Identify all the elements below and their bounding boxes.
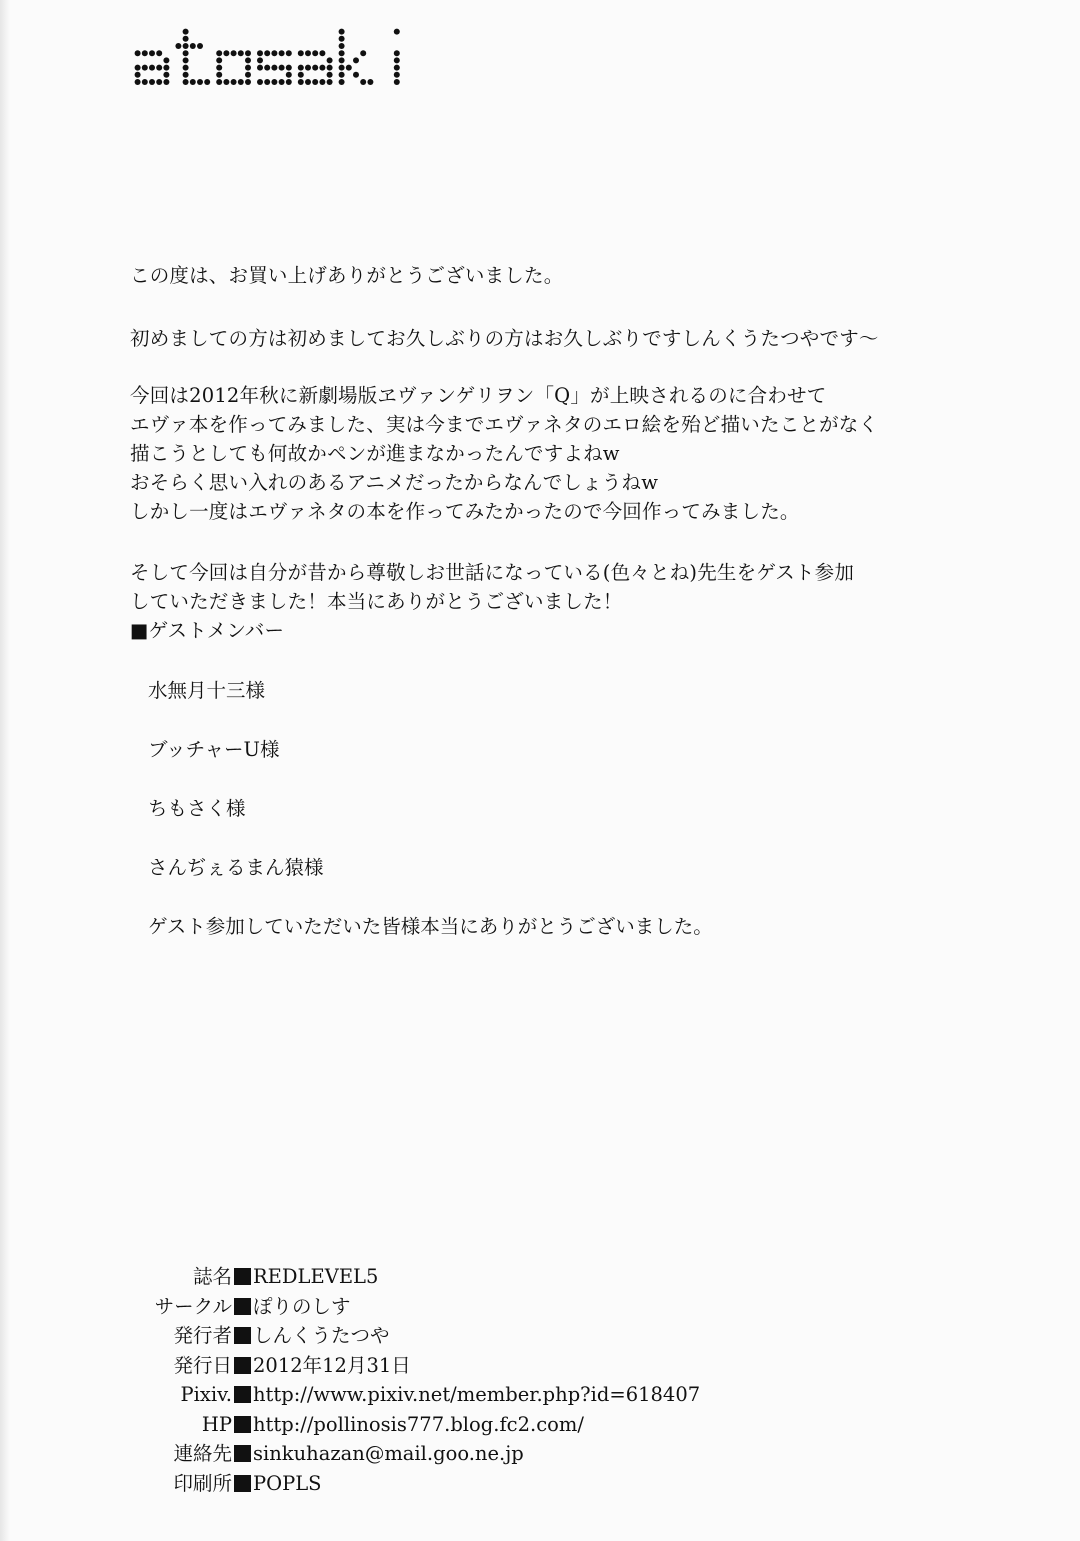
afterword-line: 初めましての方は初めましてお久しぶりの方はお久しぶりですしんくうたつやです～	[130, 327, 879, 350]
colophon-label: HP	[201, 1412, 232, 1436]
title-dot	[245, 57, 251, 63]
title-dot	[305, 50, 311, 56]
title-dot	[360, 79, 366, 85]
title-dot	[339, 72, 345, 78]
afterword-line: エヴァ本を作ってみました、実は今までエヴァネタのエロ絵を殆ど描いたことがなく	[130, 413, 879, 436]
title-dot	[271, 79, 277, 85]
colophon-row	[140, 1262, 840, 1292]
title-dot	[216, 65, 222, 71]
colophon-label: 発行者	[173, 1324, 232, 1347]
closing-line: ゲスト参加していただいた皆様本当にありがとうございました。	[148, 915, 713, 938]
title-dot	[305, 65, 311, 71]
title-dot	[264, 79, 270, 85]
title-dot	[183, 79, 189, 85]
title-dot	[286, 72, 292, 78]
title-dot	[339, 65, 345, 71]
title-dot	[175, 43, 181, 49]
title-dot	[298, 50, 304, 56]
colophon-row	[140, 1292, 840, 1322]
title-dot	[135, 79, 141, 85]
title-dot	[216, 50, 222, 56]
title-dot	[279, 50, 285, 56]
title-dot	[327, 57, 333, 63]
title-dot	[298, 65, 304, 71]
title-dot	[197, 79, 203, 85]
title-dot	[339, 79, 345, 85]
title-dot	[223, 50, 229, 56]
title-dot	[149, 79, 155, 85]
title-dot	[394, 50, 400, 56]
title-dot	[183, 50, 189, 56]
title-dot	[257, 79, 263, 85]
colophon-label: 印刷所	[173, 1471, 232, 1495]
scan-edge-shadow	[0, 0, 10, 1541]
afterword-line: しかし一度はエヴァネタの本を作ってみたかったので今回作ってみました。	[130, 500, 800, 523]
colophon-value: POPLS	[253, 1471, 322, 1495]
title-dot	[257, 50, 263, 56]
title-dot	[339, 36, 345, 42]
title-dot	[339, 29, 345, 35]
title-dot	[327, 65, 333, 71]
title-dot	[319, 50, 325, 56]
colophon-value: ぽりのしす	[253, 1294, 351, 1318]
guest-name: ブッチャーU様	[148, 738, 280, 761]
colophon-row	[140, 1439, 840, 1469]
title-dot	[327, 79, 333, 85]
title-dot	[231, 79, 237, 85]
afterword-line: 今回は2012年秋に新劇場版ヱヴァンゲリヲン「Q」が上映されるのに合わせて	[130, 384, 827, 407]
title-dot	[327, 72, 333, 78]
title-dot	[163, 72, 169, 78]
title-dot	[204, 79, 210, 85]
title-dot	[264, 50, 270, 56]
title-dot	[142, 50, 148, 56]
title-dot	[216, 72, 222, 78]
title-dot	[135, 65, 141, 71]
title-dot	[312, 65, 318, 71]
colophon-row	[140, 1410, 840, 1440]
title-dot	[394, 29, 400, 35]
title-dot	[183, 43, 189, 49]
title-dot	[183, 36, 189, 42]
title-dot	[360, 50, 366, 56]
title-dot	[190, 43, 196, 49]
square-bullet-icon	[234, 1445, 251, 1462]
afterword-block-4	[130, 558, 1010, 645]
title-dot	[394, 57, 400, 63]
page-heading	[132, 28, 472, 88]
title-dot	[286, 50, 292, 56]
colophon-label: 発行日	[173, 1353, 232, 1377]
title-dot	[312, 50, 318, 56]
colophon-value: http://www.pixiv.net/member.php?id=618407	[253, 1383, 701, 1406]
square-bullet-icon	[234, 1416, 251, 1433]
title-dot	[245, 79, 251, 85]
title-dot	[142, 65, 148, 71]
title-dot	[286, 79, 292, 85]
afterword-block-2	[130, 324, 1010, 353]
title-dot	[238, 79, 244, 85]
title-dot	[298, 72, 304, 78]
colophon-label: 誌名	[192, 1265, 232, 1288]
colophon-value: REDLEVEL5	[253, 1265, 379, 1288]
title-dot	[142, 79, 148, 85]
title-dot	[367, 79, 373, 85]
title-dot	[394, 65, 400, 71]
title-dot	[319, 65, 325, 71]
title-dot	[163, 57, 169, 63]
title-dot	[271, 65, 277, 71]
colophon-row	[140, 1469, 840, 1499]
dot-matrix-title	[132, 28, 472, 88]
title-dot	[216, 57, 222, 63]
square-bullet-icon	[234, 1298, 251, 1315]
colophon-label: サークル	[154, 1294, 232, 1318]
title-dot	[279, 79, 285, 85]
title-dot	[312, 79, 318, 85]
title-dot	[197, 43, 203, 49]
colophon-row	[140, 1351, 840, 1381]
title-dot	[257, 57, 263, 63]
title-dot	[183, 57, 189, 63]
title-dot	[279, 65, 285, 71]
title-dot	[245, 65, 251, 71]
title-dot	[223, 79, 229, 85]
title-dot	[231, 50, 237, 56]
title-dot	[245, 72, 251, 78]
title-dot	[245, 50, 251, 56]
title-dot	[156, 50, 162, 56]
title-dot	[149, 50, 155, 56]
afterword-line: していただきました！本当にありがとうございました！	[130, 590, 623, 613]
afterword-line: この度は、お買い上げありがとうございました。	[130, 264, 564, 287]
title-dot	[346, 65, 352, 71]
title-dot	[257, 65, 263, 71]
title-dot	[298, 79, 304, 85]
title-dot	[183, 72, 189, 78]
title-dot	[216, 79, 222, 85]
title-dot	[238, 50, 244, 56]
afterword-block-3	[130, 381, 1010, 526]
title-dot	[183, 65, 189, 71]
square-bullet-icon	[234, 1475, 251, 1492]
colophon-value: sinkuhazan@mail.goo.ne.jp	[253, 1442, 524, 1465]
square-bullet-icon	[234, 1327, 251, 1344]
title-dot	[264, 65, 270, 71]
title-dot	[183, 29, 189, 35]
title-dot	[319, 79, 325, 85]
square-bullet-icon	[234, 1357, 251, 1374]
title-dot	[339, 43, 345, 49]
title-dot	[135, 72, 141, 78]
title-dot	[339, 57, 345, 63]
title-dot	[163, 79, 169, 85]
title-dot	[149, 65, 155, 71]
title-dot	[156, 79, 162, 85]
guest-section-heading: ■ゲストメンバー	[130, 619, 285, 642]
title-dot	[394, 72, 400, 78]
colophon-value: http://pollinosis777.blog.fc2.com/	[253, 1412, 584, 1436]
colophon-row	[140, 1380, 840, 1410]
guest-name: 水無月十三様	[148, 679, 266, 702]
title-dot	[190, 79, 196, 85]
colophon-value: 2012年12月31日	[253, 1353, 411, 1377]
guest-name: ちもさく様	[148, 797, 246, 820]
colophon	[140, 1262, 840, 1498]
afterword-line: おそらく思い入れのあるアニメだったからなんでしょうねw	[130, 471, 659, 494]
guest-name: さんぢぇるまん猿様	[148, 856, 324, 879]
colophon-label: Pixiv.	[180, 1383, 232, 1406]
square-bullet-icon	[234, 1386, 251, 1403]
title-dot	[394, 79, 400, 85]
title-dot	[156, 65, 162, 71]
afterword-line: 描こうとしても何故かペンが進まなかったんですよねw	[130, 442, 620, 465]
title-dot	[163, 65, 169, 71]
square-bullet-icon	[234, 1268, 251, 1285]
title-dot	[339, 50, 345, 56]
title-dot	[271, 50, 277, 56]
title-dot	[353, 57, 359, 63]
colophon-row	[140, 1321, 840, 1351]
afterword-block-1	[130, 261, 1010, 290]
afterword-line: そして今回は自分が昔から尊敬しお世話になっている(色々とね)先生をゲスト参加	[130, 561, 855, 584]
title-dot	[286, 65, 292, 71]
title-dot	[135, 50, 141, 56]
title-dot	[305, 79, 311, 85]
colophon-value: しんくうたつや	[253, 1324, 390, 1347]
colophon-label: 連絡先	[173, 1442, 232, 1465]
title-dot	[353, 72, 359, 78]
